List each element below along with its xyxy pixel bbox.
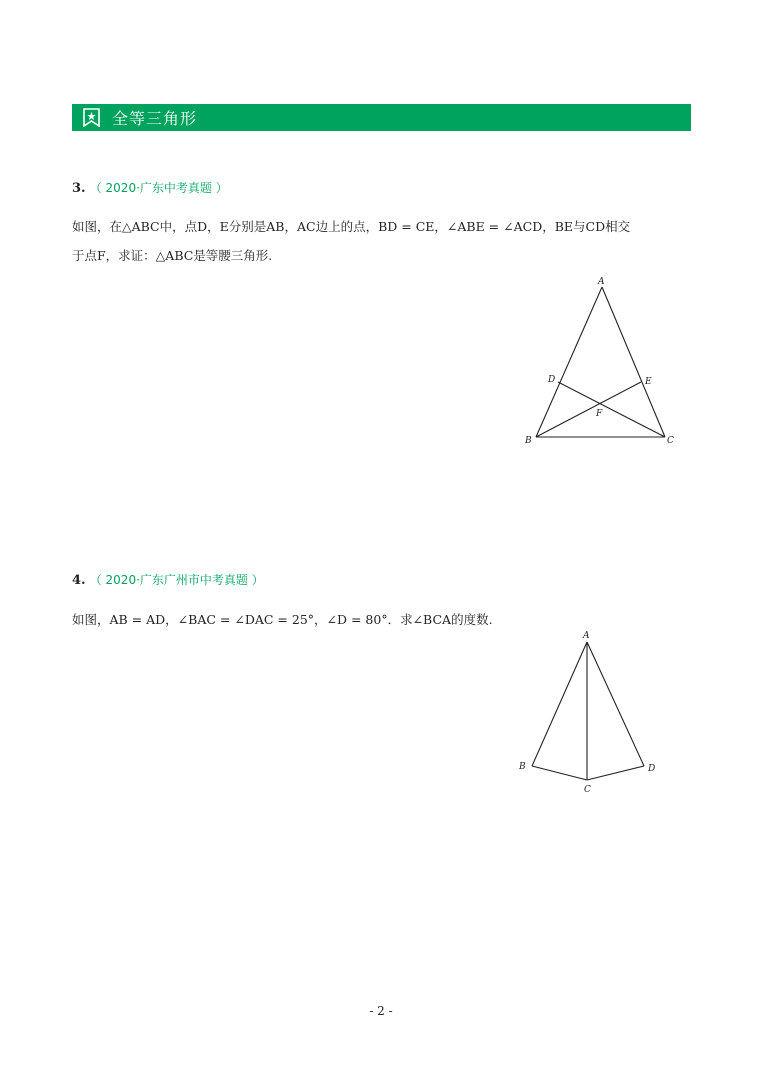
- segment-ab: [532, 642, 587, 766]
- question-3-heading: [72, 179, 228, 196]
- segment-ab: [536, 287, 602, 437]
- question-number: 3.: [72, 181, 86, 196]
- question-4-figure: [510, 625, 670, 800]
- label-a: A: [583, 631, 590, 641]
- bookmark-star-icon: [82, 108, 101, 127]
- label-c: C: [584, 785, 591, 795]
- label-e: E: [645, 377, 652, 387]
- question-number: 4.: [72, 573, 86, 588]
- question-4-heading: [72, 571, 264, 588]
- page-number: - 2 -: [369, 1004, 393, 1018]
- segment-ad: [587, 642, 644, 766]
- question-source: （ 2020·广东中考真题 ）: [89, 181, 228, 195]
- question-4-text-line-1: 如图，AB = AD，∠BAC = ∠DAC = 25°，∠D = 80°．求∠BCA的度数.: [72, 612, 493, 627]
- label-b: B: [519, 762, 526, 772]
- question-3-text-line-1: 如图，在△ABC中，点D，E分别是AB，AC边上的点，BD = CE，∠ABE = ∠ACD，BE与CD相交: [72, 219, 631, 234]
- question-source: （ 2020·广东广州市中考真题 ）: [89, 573, 264, 587]
- label-b: B: [525, 436, 532, 446]
- question-3-text-line-2: 于点F，求证：△ABC是等腰三角形.: [72, 248, 273, 263]
- label-a: A: [598, 277, 605, 287]
- section-header-bar: [72, 104, 691, 131]
- segment-ac: [602, 287, 665, 437]
- section-title: 全等三角形: [112, 109, 198, 128]
- segment-dc: [558, 382, 665, 437]
- label-f: F: [596, 409, 603, 419]
- question-3-figure: [515, 270, 690, 455]
- label-d: D: [648, 764, 656, 774]
- segment-bc: [532, 766, 587, 780]
- segment-cd: [587, 766, 644, 780]
- segment-be: [536, 382, 641, 437]
- label-d: D: [548, 375, 556, 385]
- label-c: C: [667, 436, 674, 446]
